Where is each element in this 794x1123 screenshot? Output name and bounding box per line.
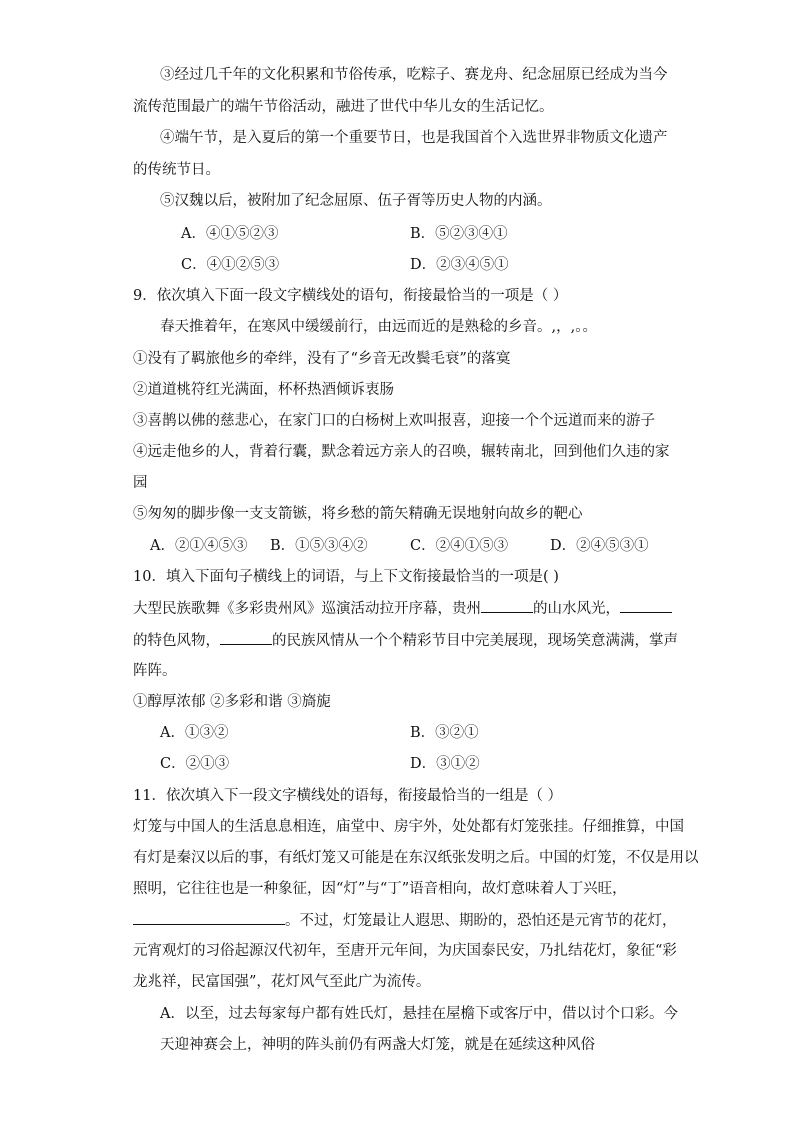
q11-passage-line-1: 灯笼与中国人的生活息息相连，庙堂中、房宇外，处处都有灯笼张挂。仔细推算，中国 <box>133 819 684 835</box>
q10-text-c: 的特色风物， <box>133 633 220 649</box>
q9-option-c: C．②④①⑤③ <box>410 538 509 554</box>
q10-stem: 10．填入下面句子横线上的词语，与上下文衔接最恰当的一项是( ) <box>133 569 559 585</box>
q11-blank <box>133 910 285 925</box>
q11-passage-line-6: 龙兆祥，民富国强”，花灯风气至此广为流传。 <box>133 974 431 990</box>
q11-option-a-line-2: 天迎神赛会上，神明的阵头前仍有两盏大灯笼，就是在延续这种风俗 <box>160 1037 595 1053</box>
q9-sentence-4-line-2: 园 <box>133 475 148 491</box>
item-4-line-1: ④端午节，是入夏后的第一个重要节日，也是我国首个入选世界非物质文化遗产 <box>160 130 668 146</box>
q10-passage-line-2 <box>133 630 678 651</box>
q11-passage-line-5: 元宵观灯的习俗起源汉代初年，至唐开元年间，为庆国泰民安，乃扎结花灯，象征“彩 <box>133 943 677 959</box>
q10-option-c: C．②①③ <box>160 756 230 772</box>
item-3-line-2: 流传范围最广的端午节俗活动，融进了世代中华儿女的生活记忆。 <box>133 99 554 115</box>
q9-option-a: A．②①④⑤③ <box>150 538 248 554</box>
q10-text-d: 的民族风情从一个个精彩节目中完美展现，现场笑意满满，掌声 <box>272 633 678 649</box>
q9-sentence-3: ③喜鹊以佛的慈悲心，在家门口的白杨树上欢叫报喜，迎接一个个远道而来的游子 <box>133 413 655 429</box>
q10-text-b: 的山水风光， <box>533 601 620 617</box>
q9-stem: 9．依次填入下面一段文字横线处的语句，衔接最恰当的一项是（ ） <box>133 288 568 304</box>
q9-sentence-2: ②道道桃符红光满面，杯杯热酒倾诉衷肠 <box>133 382 394 398</box>
q9-option-d: D．②④⑤③① <box>550 538 649 554</box>
q11-stem: 11．依次填入下一段文字横线处的语每，衔接最恰当的一组是（ ） <box>133 788 563 804</box>
q8-option-c: C．④①②⑤③ <box>181 257 280 273</box>
q9-sentence-1: ①没有了羁旅他乡的牵绊，没有了“乡音无改鬓毛衰”的落寞 <box>133 351 511 367</box>
q10-option-a: A．①③② <box>160 725 229 741</box>
q8-option-b: B．⑤②③④① <box>410 226 508 242</box>
q10-blank-2 <box>620 598 672 613</box>
q9-sentence-4-line-1: ④远走他乡的人，背着行囊，默念着远方亲人的召唤，辗转南北，回到他们久违的家 <box>133 444 670 460</box>
item-4-line-2: 的传统节日。 <box>133 162 220 178</box>
q9-passage: 春天推着年，在寒风中缓缓前行，由远而近的是熟稔的乡音。,，,。。 <box>160 319 597 335</box>
q10-option-b: B．③②① <box>410 725 479 741</box>
q10-blank-3 <box>220 630 272 645</box>
q11-passage-line-4 <box>133 910 677 931</box>
q8-option-a: A．④①⑤②③ <box>181 226 279 242</box>
q10-option-d: D．③①② <box>410 756 480 772</box>
item-3-line-1: ③经过几千年的文化积累和节俗传承，吃粽子、赛龙舟、纪念屈原已经成为当今 <box>160 67 668 83</box>
q11-passage-line-2: 有灯是秦汉以后的事，有纸灯笼又可能是在东汉纸张发明之后。中国的灯笼，不仅是用以 <box>133 850 699 866</box>
item-5: ⑤汉魏以后，被附加了纪念屈原、伍子胥等历史人物的内涵。 <box>160 193 552 209</box>
q9-option-b: B．①⑤③④② <box>270 538 368 554</box>
q10-text-a: 大型民族歌舞《多彩贵州风》巡演活动拉开序幕，贵州 <box>133 601 481 617</box>
q11-passage-line-3: 照明，它往往也是一种象征，因“灯”与“丁”语音相向，故灯意味着人丁兴旺， <box>133 881 627 897</box>
q10-word-choices: ①醇厚浓郁 ②多彩和谐 ③旖旎 <box>133 694 331 710</box>
q9-sentence-5: ⑤匆匆的脚步像一支支箭镞，将乡愁的箭矢精确无误地射向故乡的靶心 <box>133 506 583 522</box>
q10-passage-line-1 <box>133 598 672 619</box>
q8-option-d: D．②③④⑤① <box>410 257 509 273</box>
q10-passage-line-3: 阵阵。 <box>133 663 177 679</box>
q10-blank-1 <box>481 598 533 613</box>
q11-option-a-line-1: A．以至，过去每家每户都有姓氏灯，悬挂在屋檐下或客厅中，借以讨个口彩。今 <box>160 1006 678 1022</box>
q11-text-after-blank: 。不过，灯笼最让人遐思、期盼的，恐怕还是元宵节的花灯， <box>285 913 677 929</box>
